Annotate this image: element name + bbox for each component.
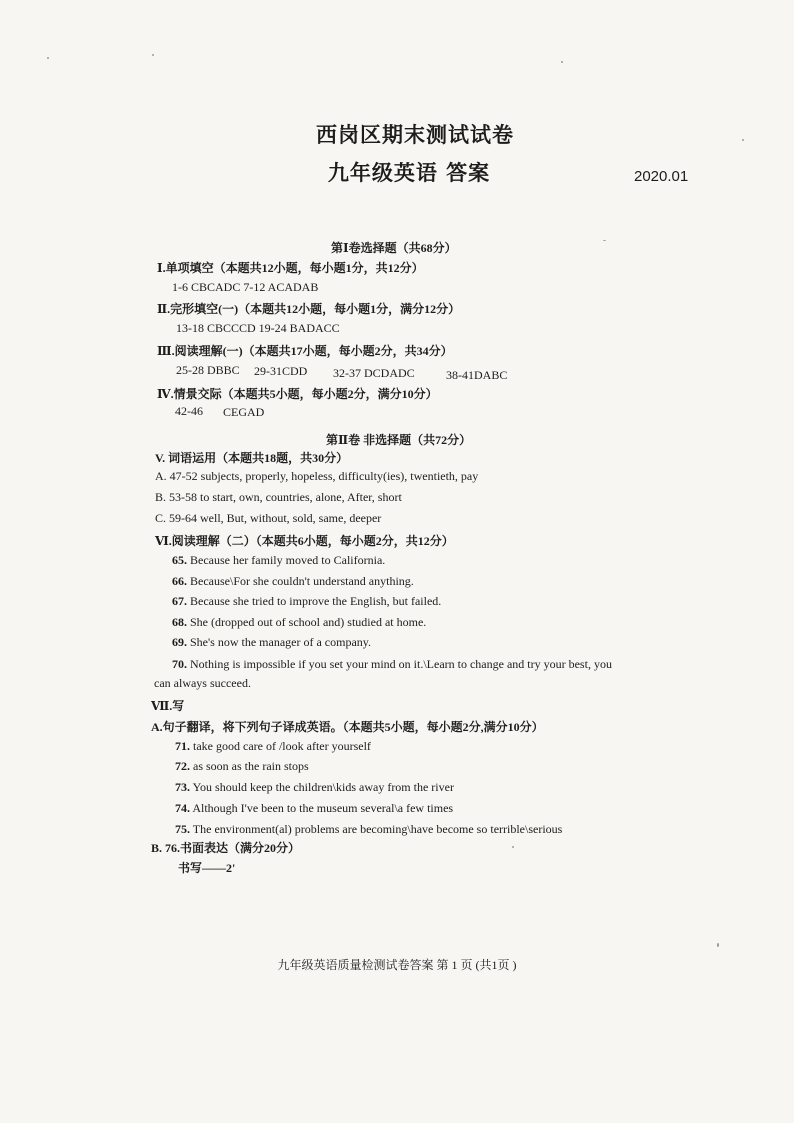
section3-answers-a: 25-28 DBBC: [176, 363, 240, 377]
section7a-heading: A.句子翻译，将下列句子译成英语。（本题共5小题，每小题2分,满分10分）: [151, 720, 544, 734]
section7-heading: Ⅶ.写: [151, 699, 185, 713]
section4-heading: Ⅳ.情景交际（本题共5小题，每小题2分，满分10分）: [157, 387, 438, 401]
answer-69: 69. She's now the manager of a company.: [172, 635, 371, 649]
section5-answers-b: B. 53-58 to start, own, countries, alone, After, short: [155, 490, 402, 504]
section1-heading: Ⅰ.单项填空（本题共12小题，每小题1分，共12分）: [157, 261, 424, 275]
section6-heading: Ⅵ.阅读理解（二）（本题共6小题，每小题2分，共12分）: [155, 534, 454, 548]
answer-70-continued: can always succeed.: [154, 676, 251, 690]
answer-73: 73. You should keep the children\kids away from the river: [175, 780, 454, 794]
section4-answers: CEGAD: [223, 405, 265, 419]
answer-65: 65. Because her family moved to California.: [172, 553, 386, 567]
part1-heading: 第Ⅰ卷选择题（共68分）: [331, 241, 457, 255]
answer-68: 68. She (dropped out of school and) studied at home.: [172, 615, 427, 629]
section7b-heading: B. 76.书面表达（满分20分）: [151, 841, 301, 855]
page-footer: 九年级英语质量检测试卷答案 第 1 页 (共1页 ): [277, 958, 517, 972]
answer-72: 72. as soon as the rain stops: [175, 759, 309, 773]
section2-heading: Ⅱ.完形填空(一)（本题共12小题，每小题1分，满分12分）: [157, 302, 461, 316]
section3-answers-c: 32-37 DCDADC: [333, 366, 415, 380]
answer-70: 70. Nothing is impossible if you set your mind on it.\Learn to change and try your best, you: [172, 657, 612, 671]
section5-answers-c: C. 59-64 well, But, without, sold, same, deeper: [155, 511, 382, 525]
section3-heading: Ⅲ.阅读理解(一)（本题共17小题，每小题2分，共34分）: [157, 344, 453, 358]
exam-subtitle: 九年级英语 答案: [327, 161, 491, 185]
answer-66: 66. Because\For she couldn't understand anything.: [172, 574, 414, 588]
section1-answers: 1-6 CBCADC 7-12 ACADAB: [172, 280, 319, 294]
exam-date: 2020.01: [634, 168, 689, 185]
exam-title: 西岗区期末测试试卷: [316, 123, 514, 147]
section2-answers: 13-18 CBCCCD 19-24 BADACC: [176, 321, 340, 335]
answer-75: 75. The environment(al) problems are becoming\have become so terrible\serious: [175, 822, 563, 836]
answer-67: 67. Because she tried to improve the English, but failed.: [172, 594, 442, 608]
section5-answers-a: A. 47-52 subjects, properly, hopeless, difficulty(ies), twentieth, pay: [155, 469, 479, 483]
section3-answers-b: 29-31CDD: [254, 364, 308, 378]
section5-heading: V. 词语运用（本题共18题，共30分）: [155, 451, 349, 465]
part2-heading: 第Ⅱ卷 非选择题（共72分）: [326, 433, 472, 447]
section7b-note: 书写——2': [178, 861, 236, 875]
section4-range: 42-46: [175, 404, 203, 418]
section3-answers-d: 38-41DABC: [446, 368, 508, 382]
answer-74: 74. Although I've been to the museum several\a few times: [175, 801, 454, 815]
answer-71: 71. take good care of /look after yourself: [175, 739, 371, 753]
